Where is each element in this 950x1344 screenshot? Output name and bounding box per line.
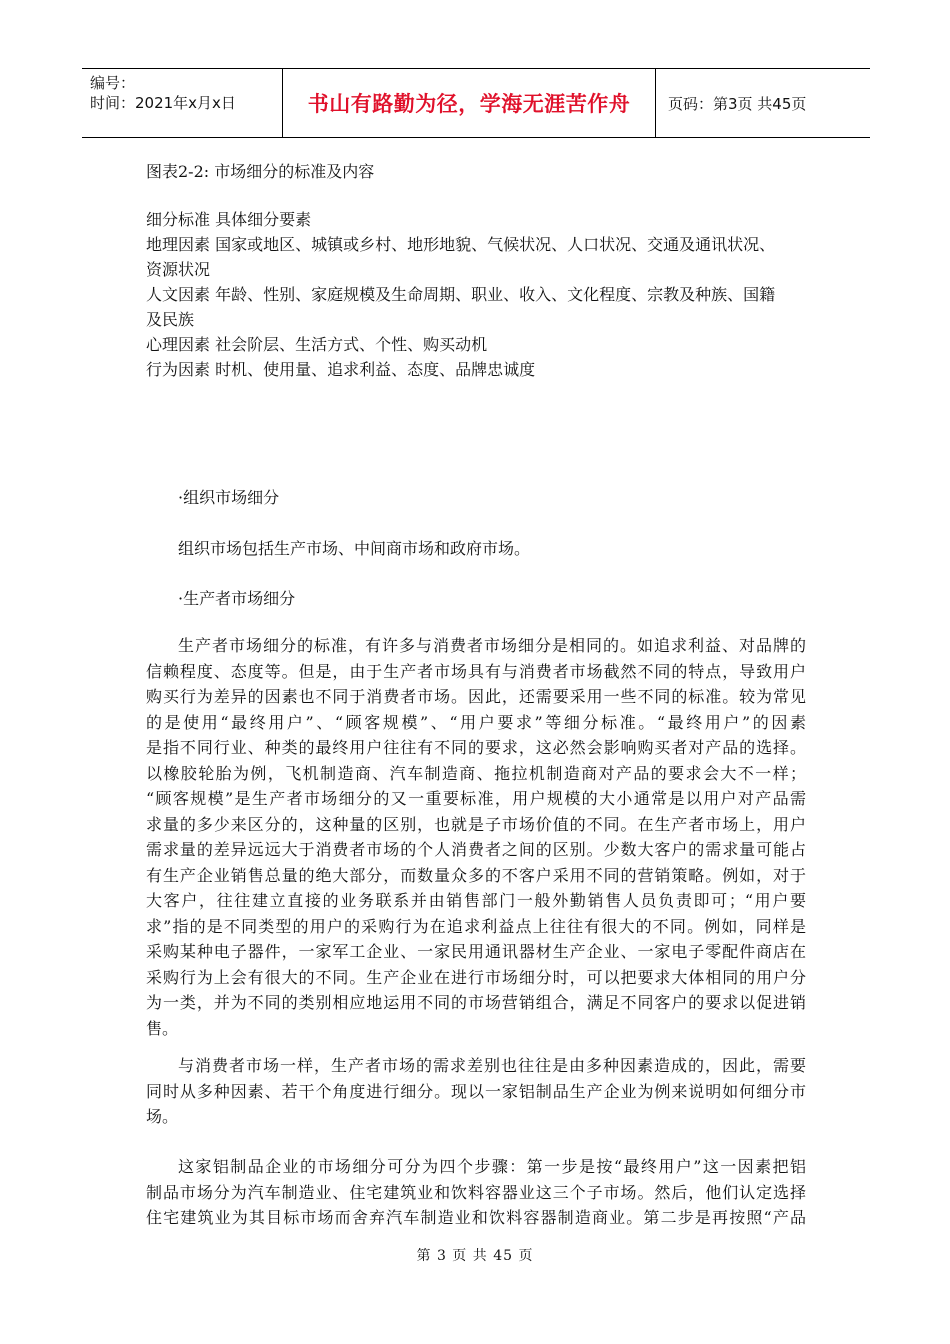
page-footer: 第 3 页 共 45 页	[416, 1248, 534, 1264]
paragraph-line: 售。	[146, 1018, 179, 1038]
header-motto: 书山有路勤为径，学海无涯苦作舟	[282, 69, 656, 137]
paragraph-line: 住宅建筑业为其目标市场而舍弃汽车制造业和饮料容器制造商业。第二步是再按照“产品	[146, 1208, 806, 1227]
heading-organization-market: ·组织市场细分	[178, 488, 280, 507]
header-left-cell	[82, 69, 282, 137]
paragraph-line: 生产者市场细分的标准，有许多与消费者市场细分是相同的。如追求利益、对品牌的	[178, 636, 806, 655]
header-page-info: 页码：第3页 共45页	[668, 94, 807, 113]
paragraph-line: “顾客规模”是生产者市场细分的又一重要标准，用户规模的大小通常是以用户对产品需	[146, 789, 806, 808]
paragraph-1	[146, 633, 806, 1041]
paragraph-line: 求量的多少来区分的，这种量的区别，也就是子市场价值的不同。在生产者市场上，用户	[146, 814, 806, 834]
table-line: 人文因素 年龄、性别、家庭规模及生命周期、职业、收入、文化程度、宗教及种族、国籍	[146, 285, 776, 304]
paragraph-line: 制品市场分为汽车制造业、住宅建筑业和饮料容器业这三个子市场。然后，他们认定选择	[146, 1182, 806, 1202]
table-line: 行为因素 时机、使用量、追求利益、态度、品牌忠诚度	[146, 360, 536, 379]
paragraph-line: 同时从多种因素、若干个角度进行细分。现以一家铝制品生产企业为例来说明如何细分市	[146, 1081, 806, 1101]
table-line: 及民族	[146, 310, 195, 329]
paragraph-line: 有生产企业销售总量的绝大部分，而数量众多的不客户采用不同的营销策略。例如，对于	[146, 865, 806, 885]
paragraph-organization-market: 组织市场包括生产市场、中间商市场和政府市场。	[178, 539, 531, 558]
heading-producer-market: ·生产者市场细分	[178, 589, 296, 608]
paragraph-line: 与消费者市场一样，生产者市场的需求差别也往往是由多种因素造成的，因此，需要	[178, 1056, 806, 1075]
paragraph-line: 以橡胶轮胎为例，飞机制造商、汽车制造商、拖拉机制造商对产品的要求会大不一样；	[146, 763, 806, 783]
paragraph-line: 这家铝制品企业的市场细分可分为四个步骤：第一步是按“最终用户”这一因素把铝	[178, 1157, 806, 1176]
paragraph-line: 购买行为差异的因素也不同于消费者市场。因此，还需要采用一些不同的标准。较为常见	[146, 687, 806, 706]
paragraph-line: 信赖程度、态度等。但是，由于生产者市场具有与消费者市场截然不同的特点，导致用户	[146, 661, 806, 681]
page-header	[82, 68, 870, 138]
paragraph-line: 需求量的差异远远大于消费者市场的个人消费者之间的区别。少数大客户的需求量可能占	[146, 840, 806, 859]
figure-caption: 图表2-2: 市场细分的标准及内容	[146, 162, 375, 181]
document-date: 时间：2021年x月x日	[90, 94, 236, 112]
paragraph-line: 的是使用“最终用户”、“顾客规模”、“用户要求”等细分标准。“最终用户”的因素	[146, 712, 806, 732]
table-line: 细分标准 具体细分要素	[146, 210, 312, 229]
paragraph-line: 采购某种电子器件，一家军工企业、一家民用通讯器材生产企业、一家电子零配件商店在	[146, 942, 806, 961]
document-number-label: 编号：	[90, 74, 136, 92]
table-line: 地理因素 国家或地区、城镇或乡村、地形地貌、气候状况、人口状况、交通及通讯状况、	[146, 235, 776, 254]
paragraph-line: 为一类，并为不同的类别相应地运用不同的市场营销组合，满足不同客户的要求以促进销	[146, 993, 806, 1012]
paragraph-line: 大客户，往往建立直接的业务联系并由销售部门一般外勤销售人员负责即可；“用户要	[146, 891, 806, 910]
table-line: 资源状况	[146, 260, 211, 279]
paragraph-line: 场。	[146, 1107, 179, 1126]
paragraph-2	[146, 1053, 806, 1130]
segmentation-table-text	[146, 207, 818, 382]
table-line: 心理因素 社会阶层、生活方式、个性、购买动机	[146, 335, 488, 354]
paragraph-line: 采购行为上会有很大的不同。生产企业在进行市场细分时，可以把要求大体相同的用户分	[146, 967, 806, 987]
paragraph-line: 是指不同行业、种类的最终用户往往有不同的要求，这必然会影响购买者对产品的选择。	[146, 738, 806, 757]
paragraph-3	[146, 1154, 806, 1231]
paragraph-line: 求”指的是不同类型的用户的采购行为在追求利益点上往往有很大的不同。例如，同样是	[146, 916, 806, 936]
